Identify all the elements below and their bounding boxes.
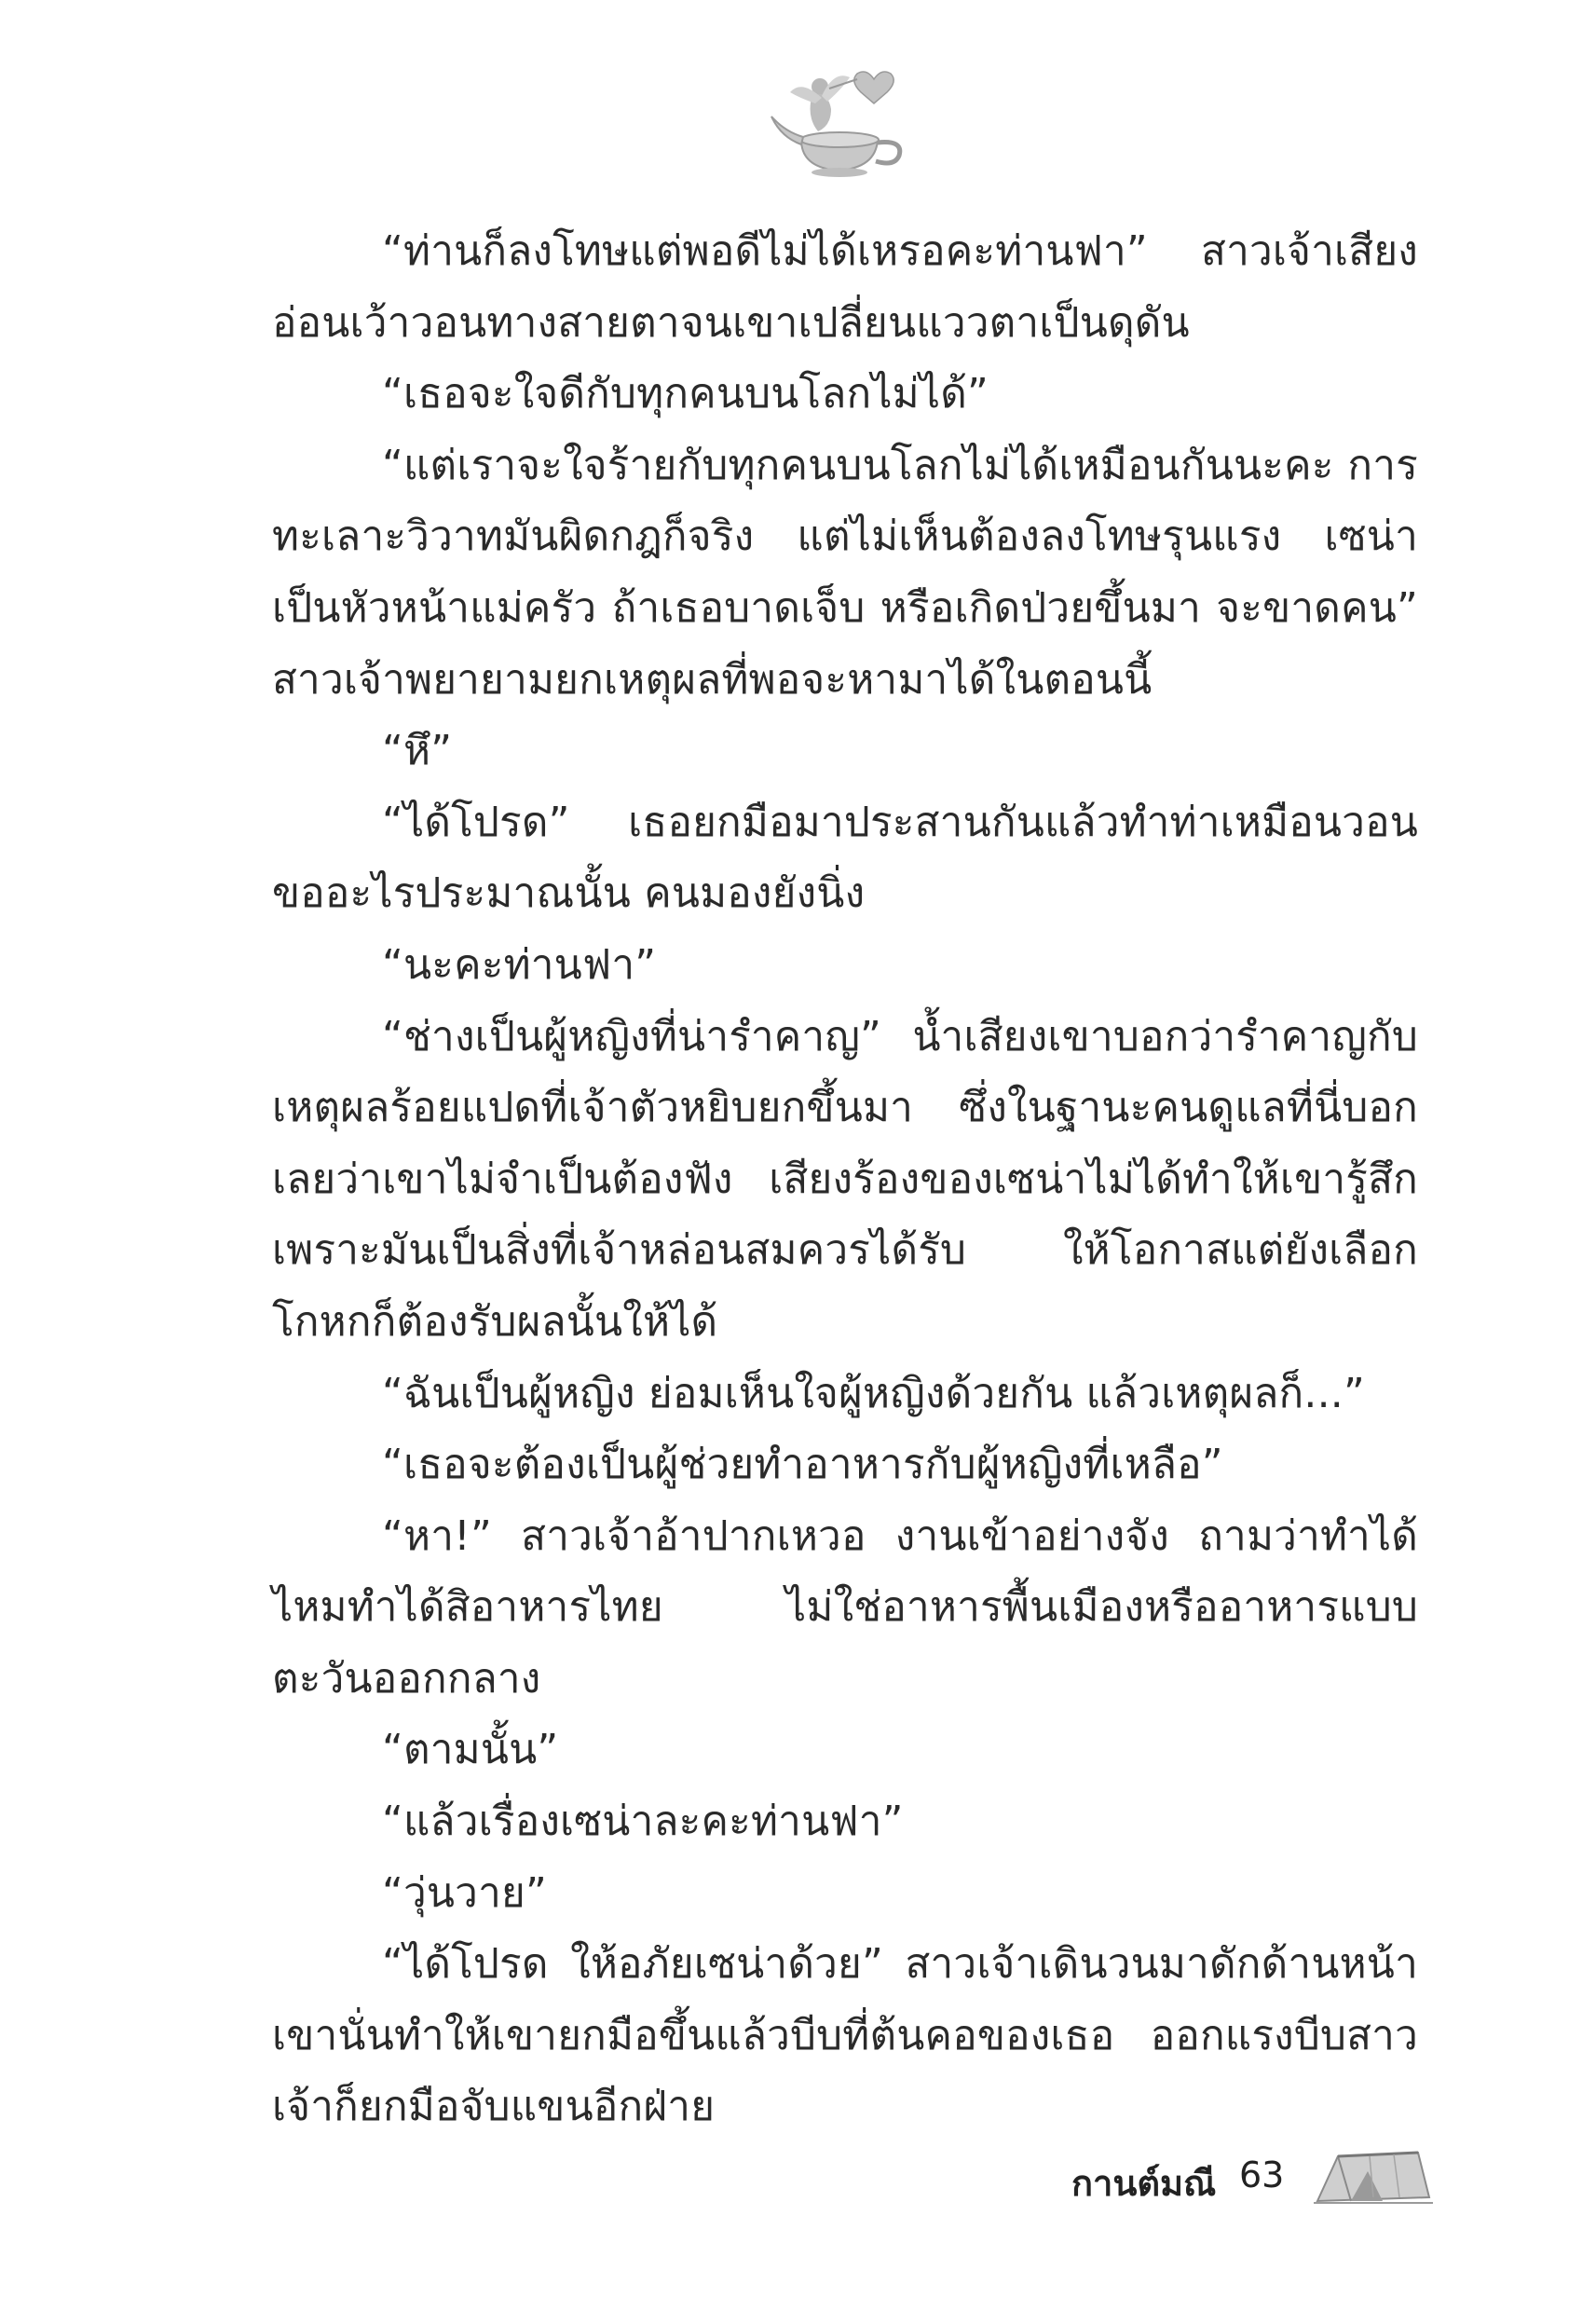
paragraph: “ฉันเป็นผู้หญิง ย่อมเห็นใจผู้หญิงด้วยกัน แล้วเหตุผลก็...” [382,1369,1365,1417]
page-footer [1071,2143,1444,2218]
paragraph: “วุ่นวาย” [382,1868,547,1917]
paragraph: “ได้โปรด ให้อภัยเซน่าด้วย” สาวเจ้าเดินวนมาดักด้านหน้าเขานั่นทำให้เขายกมือขึ้นแล้วบีบที่ต้นคอของเธอ ออกแรงบีบสาวเจ้าก็ยกมือจับแขนอีกฝ่าย [272,1940,1418,2131]
paragraph: “เธอจะต้องเป็นผู้ช่วยทำอาหารกับผู้หญิงที่เหลือ” [382,1441,1223,1489]
paragraph: “เธอจะใจดีกับทุกคนบนโลกไม่ได้” [382,370,989,418]
paragraph: “แล้วเรื่องเซน่าละคะท่านฟา” [382,1798,904,1846]
paragraph: “หา!” สาวเจ้าอ้าปากเหวอ งานเข้าอย่างจัง ถามว่าทำได้ไหมทำได้สิอาหารไทย ไม่ใช่อาหารพื้นเมืองหรืออาหารแบบตะวันออกกลาง [272,1511,1418,1702]
paragraph: “แต่เราจะใจร้ายกับทุกคนบนโลกไม่ได้เหมือนกันนะคะ การทะเลาะวิวาทมันผิดกฎก็จริง แต่ไม่เห็นต้องลงโทษรุนแรง เซน่าเป็นหัวหน้าแม่ครัว ถ้าเธอบาดเจ็บ หรือเกิดป่วยขึ้นมา จะขาดคน” สาวเจ้าพยายามยกเหตุผลที่พอจะหามาได้ในตอนนี้ [272,441,1418,704]
paragraph: “ตามนั้น” [382,1726,559,1774]
tent-ornament-icon [1314,2143,1433,2208]
book-title: กานต์มณี [1071,2163,1217,2204]
cupid-teapot-ornament-icon [764,51,913,182]
page-number: 63 [1239,2154,1285,2195]
paragraph: “ช่างเป็นผู้หญิงที่น่ารำคาญ” น้ำเสียงเขาบอกว่ารำคาญกับเหตุผลร้อยแปดที่เจ้าตัวหยิบยกขึ้นมา ซึ่งในฐานะคนดูแลที่นี่บอกเลยว่าเขาไม่จำเป็นต้องฟัง เสียงร้องของเซน่าไม่ได้ทำให้เขารู้สึก เพราะมันเป็นสิ่งที่เจ้าหล่อนสมควรได้รับ ให้โอกาสแต่ยังเลือกโกหกก็ต้องรับผลนั้นให้ได้ [272,1012,1418,1346]
paragraph: “ท่านก็ลงโทษแต่พอดีไม่ได้เหรอคะท่านฟา” สาวเจ้าเสียงอ่อนเว้าวอนทางสายตาจนเขาเปลี่ยนแววตาเป็นดุดัน [272,227,1418,347]
paragraph: “ได้โปรด” เธอยกมือมาประสานกันแล้วทำท่าเหมือนวอนขออะไรประมาณนั้น คนมองยังนิ่ง [272,798,1418,918]
body-text [272,216,1418,2143]
paragraph: “นะคะท่านฟา” [382,940,657,989]
paragraph: “หึ” [382,727,453,775]
